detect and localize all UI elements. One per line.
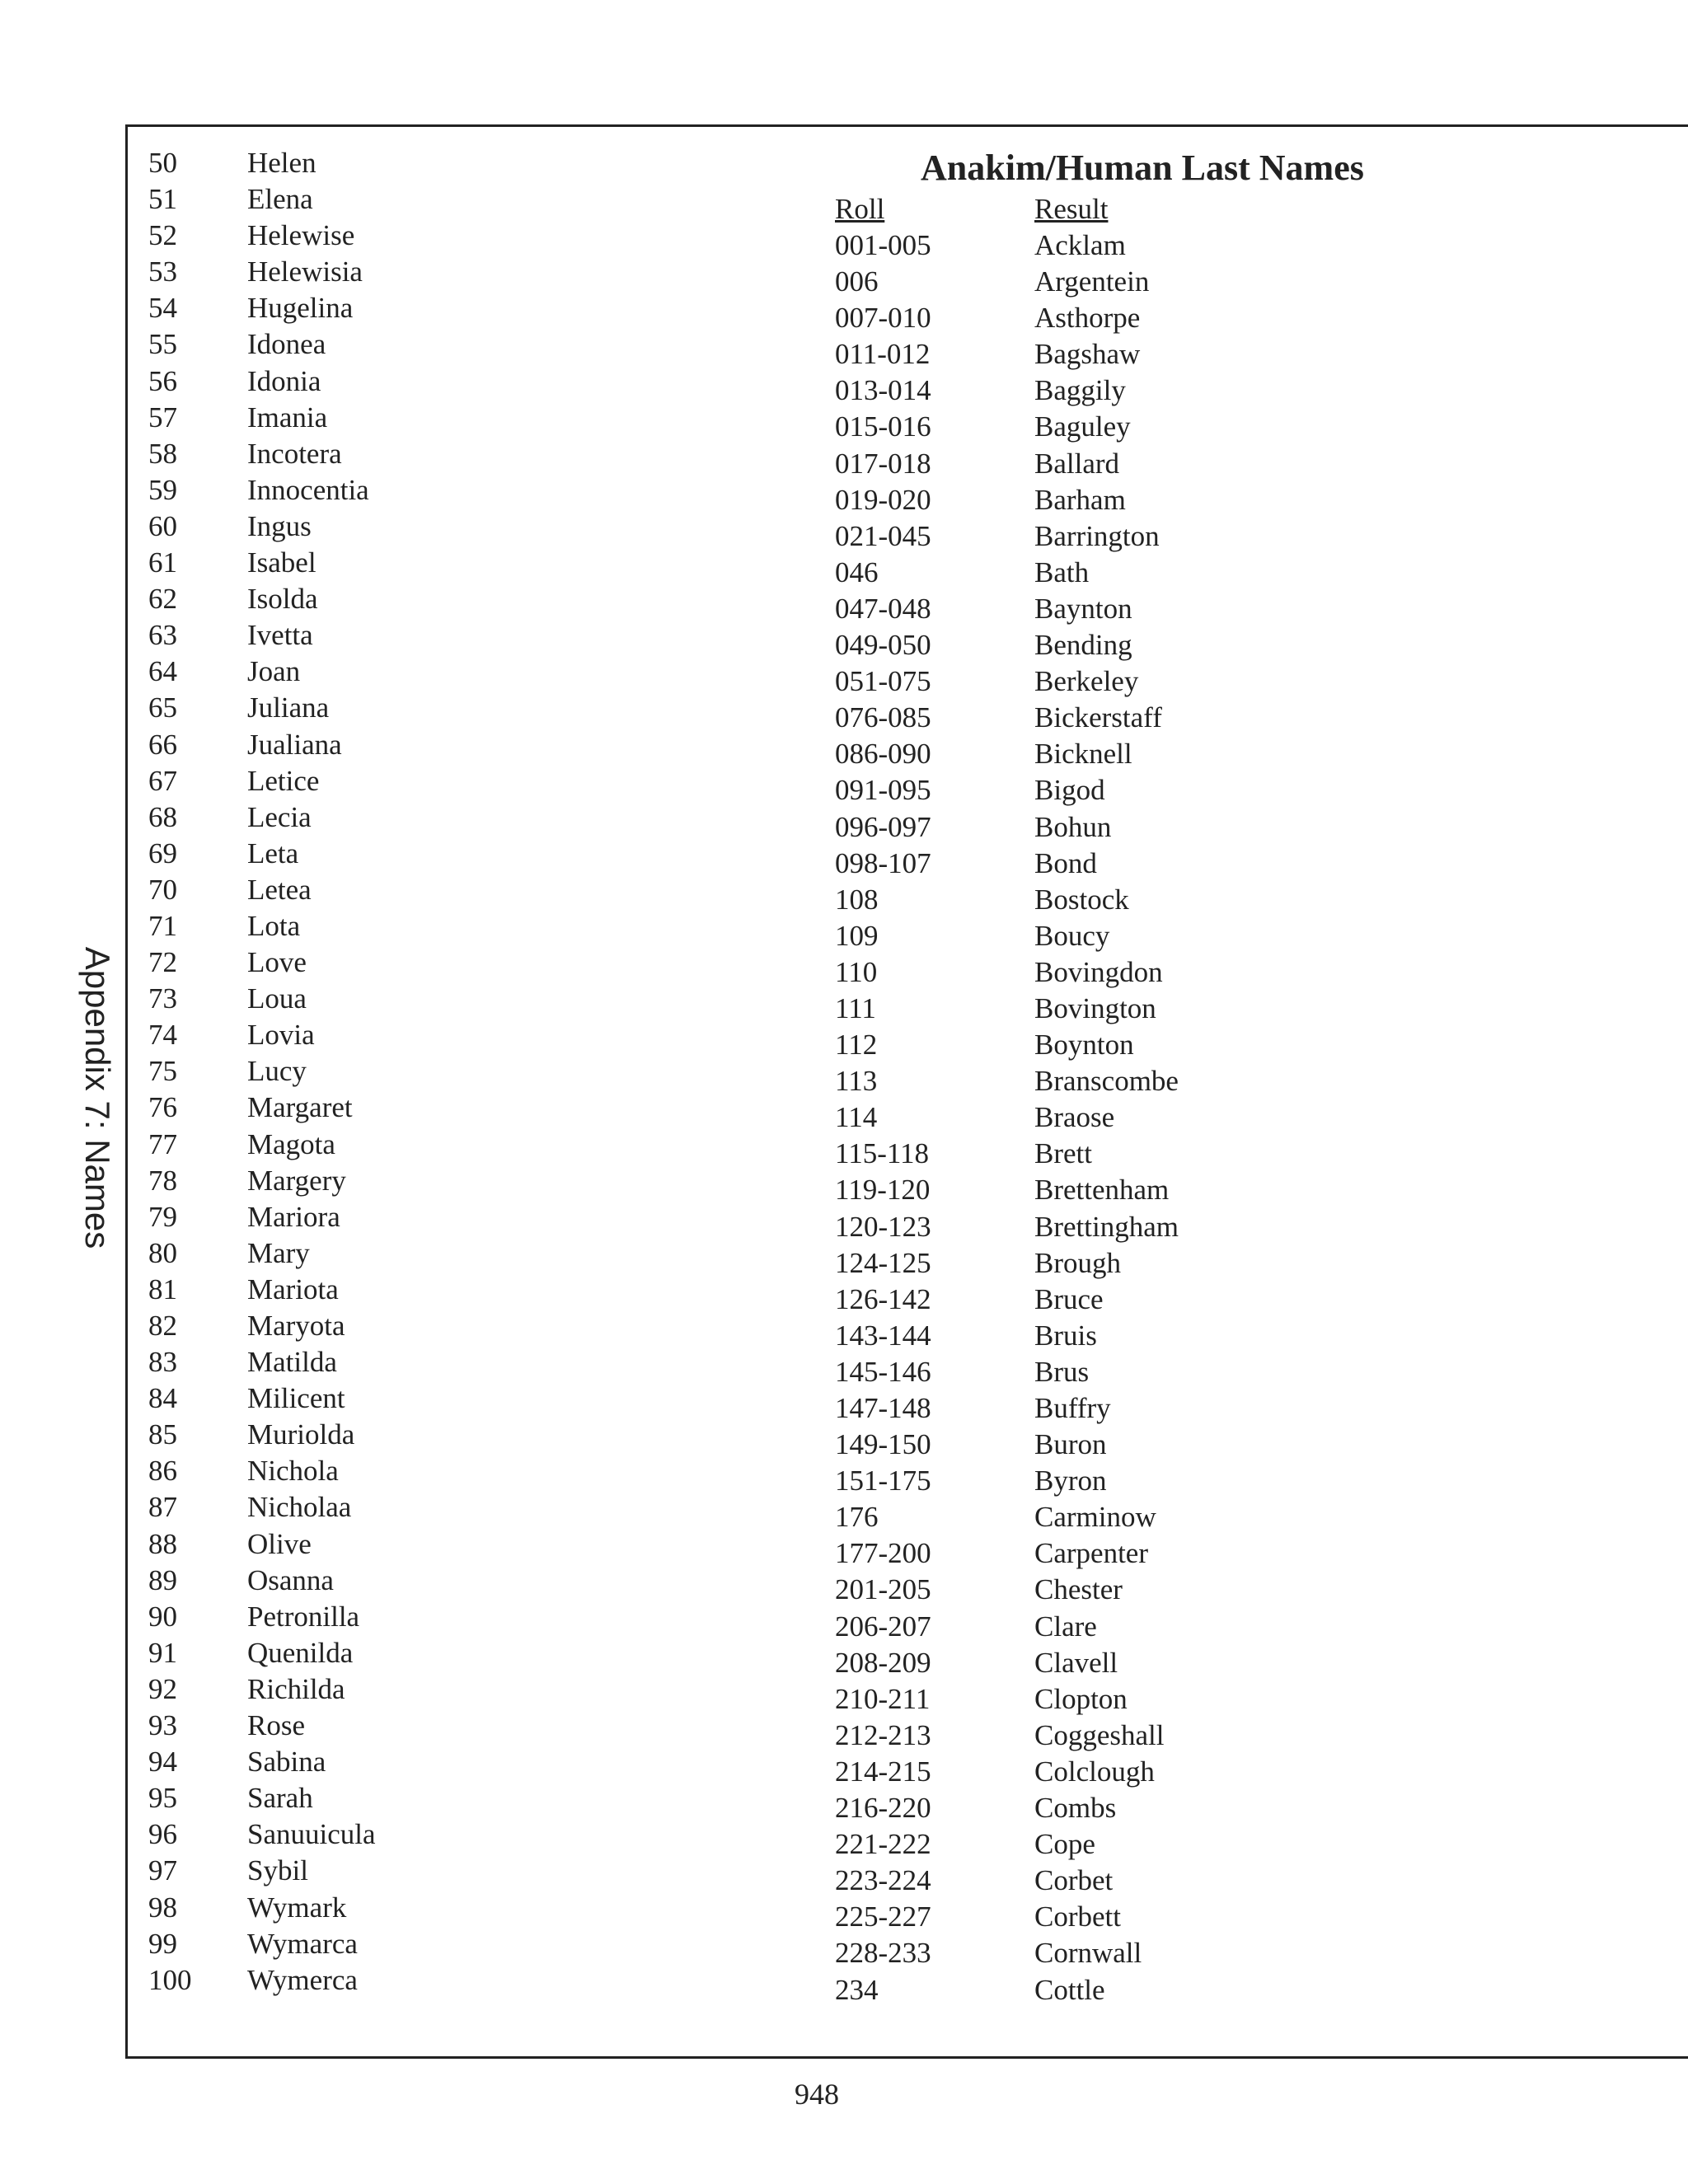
- roll-range: 177-200: [835, 1537, 931, 1570]
- roll-number: 53: [148, 255, 177, 288]
- last-name: Bending: [1034, 629, 1132, 662]
- roll-range: 147-148: [835, 1392, 931, 1424]
- roll-number: 92: [148, 1672, 177, 1705]
- first-name: Richilda: [247, 1672, 345, 1705]
- roll-range: 109: [835, 919, 879, 952]
- roll-number: 91: [148, 1636, 177, 1669]
- roll-range: 225-227: [835, 1900, 931, 1933]
- roll-range: 228-233: [835, 1937, 931, 1970]
- first-name: Sabina: [247, 1746, 326, 1779]
- first-name: Nicholaa: [247, 1491, 352, 1524]
- roll-range: 216-220: [835, 1792, 931, 1825]
- last-name: Bond: [1034, 846, 1097, 879]
- roll-number: 70: [148, 873, 177, 906]
- first-name: Osanna: [247, 1563, 334, 1596]
- last-name: Berkeley: [1034, 665, 1139, 698]
- last-name: Bickerstaff: [1034, 701, 1162, 734]
- roll-number: 57: [148, 401, 177, 434]
- last-name: Barham: [1034, 483, 1126, 516]
- roll-number: 67: [148, 764, 177, 797]
- first-name: Idonia: [247, 364, 321, 397]
- roll-number: 56: [148, 364, 177, 397]
- last-name: Cottle: [1034, 1973, 1105, 2006]
- last-name: Boucy: [1034, 919, 1110, 952]
- last-name: Chester: [1034, 1573, 1123, 1606]
- last-name: Brettenham: [1034, 1174, 1170, 1207]
- roll-range: 076-085: [835, 701, 931, 734]
- roll-range: 151-175: [835, 1465, 931, 1497]
- first-name: Juliana: [247, 691, 330, 724]
- last-name: Carpenter: [1034, 1537, 1148, 1570]
- last-name: Clavell: [1034, 1646, 1118, 1679]
- last-name: Byron: [1034, 1465, 1107, 1497]
- roll-number: 86: [148, 1455, 177, 1488]
- roll-number: 75: [148, 1055, 177, 1088]
- roll-range: 176: [835, 1501, 879, 1534]
- last-name: Braose: [1034, 1101, 1115, 1134]
- roll-number: 54: [148, 292, 177, 325]
- roll-number: 82: [148, 1310, 177, 1342]
- first-name: Muriolda: [247, 1418, 355, 1451]
- first-name: Helewise: [247, 219, 355, 252]
- last-name: Clare: [1034, 1610, 1097, 1643]
- roll-range: 113: [835, 1065, 878, 1098]
- last-name: Buron: [1034, 1428, 1107, 1461]
- first-name: Quenilda: [247, 1636, 354, 1669]
- last-name: Brus: [1034, 1355, 1090, 1388]
- last-name: Asthorpe: [1034, 302, 1141, 335]
- last-name: Argentein: [1034, 265, 1150, 298]
- roll-range: 046: [835, 555, 879, 588]
- last-name: Baynton: [1034, 592, 1132, 625]
- roll-number: 52: [148, 219, 177, 252]
- roll-range: 017-018: [835, 447, 931, 480]
- first-name: Nichola: [247, 1455, 339, 1488]
- roll-number: 100: [148, 1963, 192, 1996]
- last-name: Bostock: [1034, 883, 1129, 916]
- roll-number: 80: [148, 1236, 177, 1269]
- roll-range: 110: [835, 955, 878, 988]
- roll-number: 59: [148, 473, 177, 506]
- roll-range: 124-125: [835, 1246, 931, 1279]
- roll-number: 60: [148, 509, 177, 542]
- roll-number: 89: [148, 1563, 177, 1596]
- roll-range: 091-095: [835, 774, 931, 807]
- last-name: Colclough: [1034, 1755, 1155, 1788]
- first-name: Letea: [247, 873, 312, 906]
- roll-range: 096-097: [835, 810, 931, 843]
- roll-range: 051-075: [835, 665, 931, 698]
- roll-number: 95: [148, 1782, 177, 1815]
- roll-number: 62: [148, 583, 177, 616]
- first-name: Idonea: [247, 328, 326, 361]
- last-name: Baggily: [1034, 374, 1126, 407]
- last-name: Bruis: [1034, 1319, 1097, 1352]
- last-name: Brett: [1034, 1137, 1092, 1170]
- roll-number: 99: [148, 1927, 177, 1960]
- roll-number: 87: [148, 1491, 177, 1524]
- first-name: Sarah: [247, 1782, 313, 1815]
- roll-range: 086-090: [835, 738, 931, 771]
- last-name: Bicknell: [1034, 738, 1132, 771]
- first-name: Mary: [247, 1236, 310, 1269]
- roll-number: 55: [148, 328, 177, 361]
- first-name: Lecia: [247, 800, 312, 833]
- first-name: Lota: [247, 909, 301, 942]
- roll-range: 206-207: [835, 1610, 931, 1643]
- last-name: Bovington: [1034, 991, 1156, 1024]
- last-name: Carminow: [1034, 1501, 1156, 1534]
- roll-number: 74: [148, 1019, 177, 1052]
- first-name: Matilda: [247, 1346, 337, 1379]
- roll-number: 77: [148, 1127, 177, 1160]
- first-name: Lovia: [247, 1019, 315, 1052]
- first-name: Leta: [247, 837, 299, 869]
- roll-range: 145-146: [835, 1355, 931, 1388]
- first-name: Mariora: [247, 1200, 340, 1233]
- first-name: Helewisia: [247, 255, 363, 288]
- last-name: Buffry: [1034, 1392, 1111, 1424]
- roll-range: 019-020: [835, 483, 931, 516]
- last-name: Baguley: [1034, 410, 1131, 443]
- roll-number: 65: [148, 691, 177, 724]
- roll-number: 73: [148, 982, 177, 1015]
- roll-number: 78: [148, 1164, 177, 1197]
- roll-number: 97: [148, 1854, 177, 1887]
- first-name: Incotera: [247, 437, 342, 470]
- roll-range: 112: [835, 1029, 878, 1062]
- roll-range: 234: [835, 1973, 879, 2006]
- roll-number: 98: [148, 1891, 177, 1924]
- first-name: Joan: [247, 655, 301, 688]
- first-name: Wymark: [247, 1891, 347, 1924]
- first-name: Lucy: [247, 1055, 307, 1088]
- roll-range: 126-142: [835, 1282, 931, 1315]
- roll-number: 66: [148, 728, 177, 761]
- roll-number: 90: [148, 1600, 177, 1633]
- first-name: Imania: [247, 401, 328, 434]
- first-name: Olive: [247, 1527, 312, 1560]
- first-name: Sybil: [247, 1854, 308, 1887]
- first-name: Elena: [247, 183, 313, 216]
- roll-range: 114: [835, 1101, 878, 1134]
- roll-number: 51: [148, 183, 177, 216]
- roll-range: 119-120: [835, 1174, 931, 1207]
- last-name: Bovingdon: [1034, 955, 1163, 988]
- first-name: Petronilla: [247, 1600, 360, 1633]
- last-name: Coggeshall: [1034, 1718, 1165, 1751]
- last-name: Corbet: [1034, 1864, 1114, 1897]
- last-name: Bigod: [1034, 774, 1105, 807]
- table-title: Anakim/Human Last Names: [921, 148, 1364, 188]
- roll-range: 098-107: [835, 846, 931, 879]
- first-name: Sanuuicula: [247, 1818, 376, 1851]
- first-name: Maryota: [247, 1310, 345, 1342]
- first-name: Isolda: [247, 583, 318, 616]
- first-name: Jualiana: [247, 728, 342, 761]
- last-name: Clopton: [1034, 1682, 1128, 1715]
- first-name: Isabel: [247, 546, 316, 579]
- roll-number: 61: [148, 546, 177, 579]
- first-name: Magota: [247, 1127, 335, 1160]
- roll-range: 021-045: [835, 519, 931, 552]
- appendix-title: Appendix 7: Names: [78, 946, 117, 1249]
- roll-range: 214-215: [835, 1755, 931, 1788]
- roll-range: 143-144: [835, 1319, 931, 1352]
- last-name: Corbett: [1034, 1900, 1121, 1933]
- roll-range: 001-005: [835, 229, 931, 261]
- roll-range: 047-048: [835, 592, 931, 625]
- roll-number: 84: [148, 1382, 177, 1415]
- roll-range: 120-123: [835, 1210, 931, 1243]
- first-name: Helen: [247, 147, 316, 179]
- roll-number: 83: [148, 1346, 177, 1379]
- roll-number: 79: [148, 1200, 177, 1233]
- roll-number: 85: [148, 1418, 177, 1451]
- roll-range: 006: [835, 265, 879, 298]
- roll-range: 201-205: [835, 1573, 931, 1606]
- last-name: Bohun: [1034, 810, 1112, 843]
- roll-column-header: Roll: [835, 193, 885, 225]
- roll-number: 58: [148, 437, 177, 470]
- first-name: Milicent: [247, 1382, 345, 1415]
- roll-range: 049-050: [835, 629, 931, 662]
- roll-number: 63: [148, 619, 177, 652]
- first-name: Margaret: [247, 1091, 353, 1124]
- last-name: Ballard: [1034, 447, 1120, 480]
- last-name: Cope: [1034, 1828, 1095, 1861]
- roll-number: 88: [148, 1527, 177, 1560]
- last-name: Bagshaw: [1034, 338, 1141, 371]
- roll-range: 221-222: [835, 1828, 931, 1861]
- last-name: Brettingham: [1034, 1210, 1179, 1243]
- roll-number: 69: [148, 837, 177, 869]
- roll-range: 208-209: [835, 1646, 931, 1679]
- roll-range: 007-010: [835, 302, 931, 335]
- last-name: Bath: [1034, 555, 1090, 588]
- roll-range: 011-012: [835, 338, 931, 371]
- last-name: Branscombe: [1034, 1065, 1179, 1098]
- roll-number: 71: [148, 909, 177, 942]
- first-name: Margery: [247, 1164, 346, 1197]
- roll-number: 94: [148, 1746, 177, 1779]
- roll-range: 115-118: [835, 1137, 930, 1170]
- roll-number: 64: [148, 655, 177, 688]
- roll-number: 81: [148, 1272, 177, 1305]
- first-name: Ingus: [247, 509, 312, 542]
- first-name: Wymerca: [247, 1963, 358, 1996]
- roll-number: 76: [148, 1091, 177, 1124]
- roll-number: 96: [148, 1818, 177, 1851]
- result-column-header: Result: [1034, 193, 1109, 225]
- roll-number: 68: [148, 800, 177, 833]
- roll-number: 93: [148, 1709, 177, 1742]
- roll-range: 015-016: [835, 410, 931, 443]
- first-name: Ivetta: [247, 619, 313, 652]
- first-name: Mariota: [247, 1272, 339, 1305]
- last-name: Acklam: [1034, 229, 1126, 261]
- roll-number: 50: [148, 147, 177, 179]
- first-name: Letice: [247, 764, 320, 797]
- roll-range: 149-150: [835, 1428, 931, 1461]
- last-name: Brough: [1034, 1246, 1121, 1279]
- last-name: Barrington: [1034, 519, 1160, 552]
- roll-range: 223-224: [835, 1864, 931, 1897]
- last-name: Bruce: [1034, 1282, 1104, 1315]
- roll-range: 013-014: [835, 374, 931, 407]
- page-number: 948: [795, 2078, 839, 2111]
- roll-range: 210-211: [835, 1682, 931, 1715]
- last-name: Boynton: [1034, 1029, 1134, 1062]
- first-name: Hugelina: [247, 292, 354, 325]
- first-name: Innocentia: [247, 473, 369, 506]
- first-name: Loua: [247, 982, 307, 1015]
- last-name: Cornwall: [1034, 1937, 1142, 1970]
- first-name: Rose: [247, 1709, 305, 1742]
- roll-range: 212-213: [835, 1718, 931, 1751]
- roll-number: 72: [148, 946, 177, 979]
- first-name: Wymarca: [247, 1927, 358, 1960]
- roll-range: 111: [835, 991, 876, 1024]
- first-name: Love: [247, 946, 307, 979]
- last-name: Combs: [1034, 1792, 1117, 1825]
- roll-range: 108: [835, 883, 879, 916]
